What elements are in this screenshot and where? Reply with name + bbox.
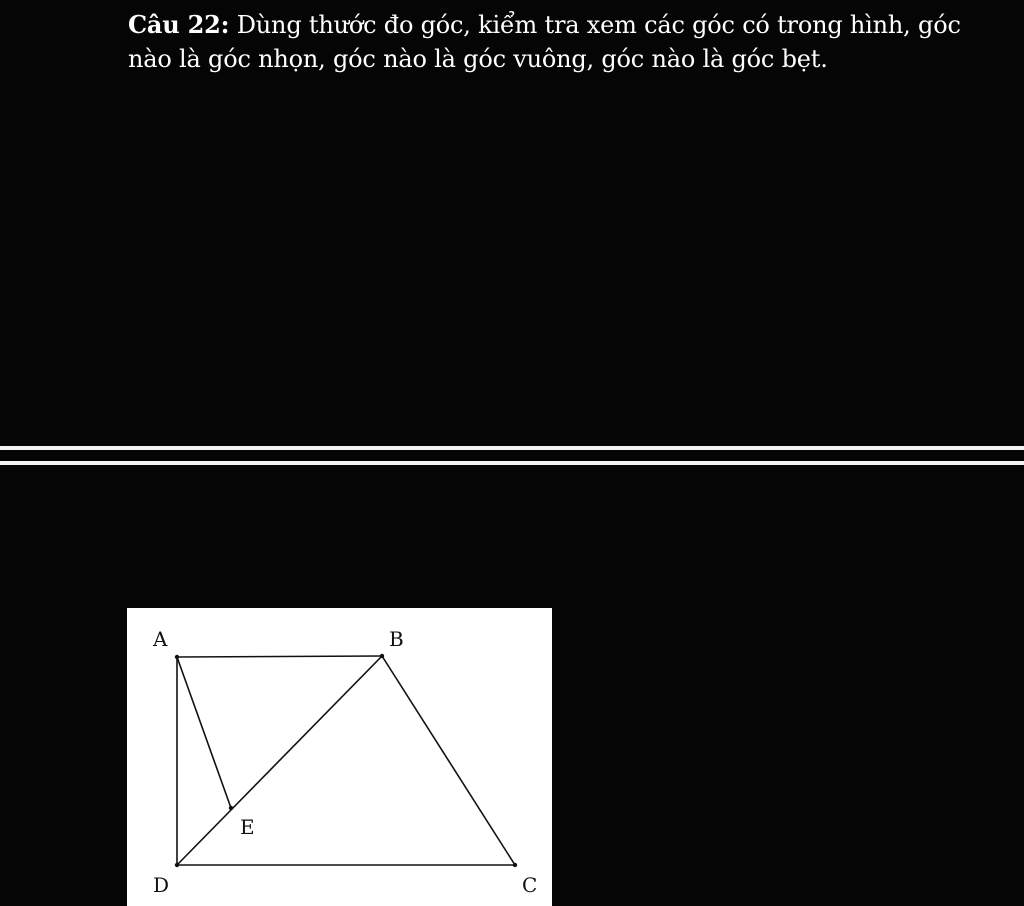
segment-ab bbox=[177, 656, 382, 657]
segment-bc bbox=[382, 656, 515, 865]
question-text bbox=[128, 8, 1008, 76]
point-d bbox=[175, 863, 179, 867]
point-a bbox=[175, 655, 179, 659]
label-d: D bbox=[153, 873, 170, 897]
geometry-figure bbox=[127, 608, 552, 906]
question-body: Dùng thước đo góc, kiểm tra xem các góc có trong hình, góc nào là góc nhọn, góc nào là góc vuông, góc nào là góc bẹt. bbox=[128, 11, 961, 73]
label-a: A bbox=[153, 627, 168, 651]
point-b bbox=[380, 654, 384, 658]
label-e: E bbox=[240, 815, 255, 839]
segment-ae bbox=[177, 657, 231, 808]
point-c bbox=[513, 863, 517, 867]
question-number: Câu 22: bbox=[128, 10, 230, 39]
geometry-diagram bbox=[127, 608, 552, 906]
point-e bbox=[229, 806, 233, 810]
segment-bd bbox=[177, 656, 382, 865]
label-b: B bbox=[389, 627, 404, 651]
label-c: C bbox=[522, 873, 538, 897]
divider-line-bottom bbox=[0, 461, 1024, 465]
divider-line-top bbox=[0, 446, 1024, 450]
